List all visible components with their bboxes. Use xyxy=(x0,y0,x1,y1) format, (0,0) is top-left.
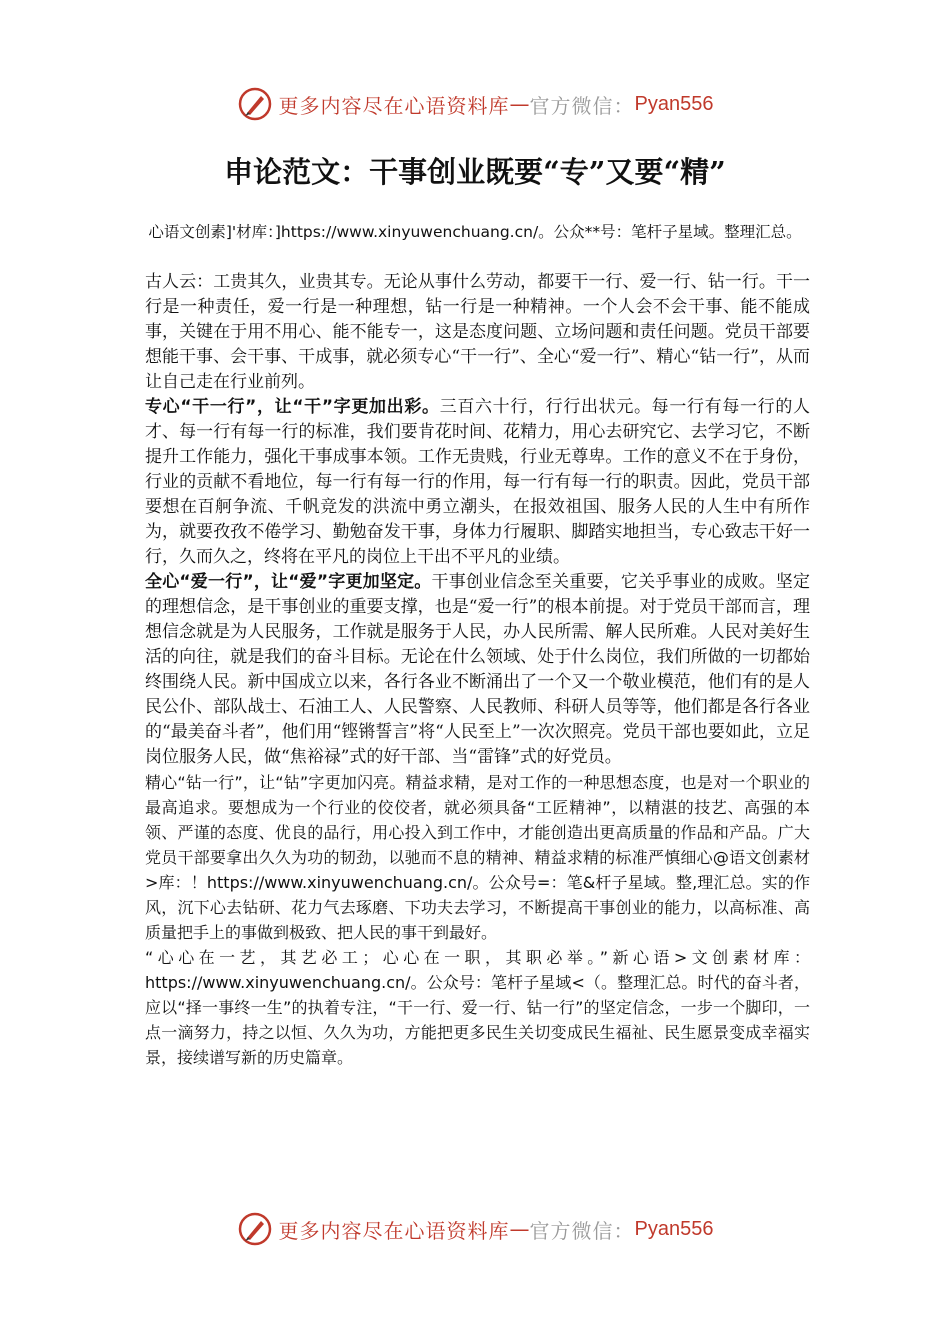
banner-dash: — xyxy=(509,92,530,116)
pen-logo-icon xyxy=(237,1211,273,1247)
banner-sub: 官方微信： xyxy=(529,93,635,118)
source-note: 心语文创素]'材库：]https://www.xinyuwenchuang.cn/。公众**号：笔杆子星域。整理汇总。 xyxy=(148,223,802,241)
paragraph-gan xyxy=(145,395,810,570)
banner-wechat-id: Pyan556 xyxy=(634,92,714,115)
footer-banner xyxy=(0,1207,950,1251)
article-body xyxy=(145,270,810,1070)
paragraph-conclusion: “心心在一艺，其艺必工；心心在一职，其职必举。”新心语>文创素材库：https://www.xinyuwenchuang.cn/。公众号：笔杆子星域<（。整理汇总。时代的奋斗者，应以“择一事终一生”的执着专注，“干一行、爱一行、钻一行”的坚定信念，一步一个脚印，一点一滴努力，持之以恒、久久为功，方能把更多民生关切变成民生福祉、民生愿景变成幸福实景，接续谱写新的历史篇章。 xyxy=(145,948,810,1067)
banner-text: 更多内容尽在心语资料库 xyxy=(278,1218,510,1243)
banner-dash: — xyxy=(509,1217,530,1241)
paragraph-ai xyxy=(145,570,810,770)
page-title: 申论范文：干事创业既要“专”又要“精” xyxy=(224,155,726,189)
paragraph-intro: 古人云：工贵其久，业贵其专。无论从事什么劳动，都要干一行、爱一行、钻一行。干一行是一种责任，爱一行是一种理想，钻一行是一种精神。一个人会不会干事、能不能成事，关键在于用不用心、能不能专一，这是态度问题、立场问题和责任问题。党员干部要想能干事、会干事、干成事，就必须专心“干一行”、全心“爱一行”、精心“钻一行”，从而让自己走在行业前列。 xyxy=(145,272,810,392)
pen-logo-icon xyxy=(237,86,273,122)
paragraph-gan-heading: 专心“干一行”，让“干”字更加出彩。 xyxy=(145,397,440,417)
paragraph-ai-heading: 全心“爱一行”，让“爱”字更加坚定。 xyxy=(145,572,432,592)
paragraph-gan-body: 三百六十行，行行出状元。每一行有每一行的人才、每一行有每一行的标准，我们要肯花时间、花精力，用心去研究它、去学习它，不断提升工作能力，强化干事成事本领。工作无贵贱，行业无尊卑。工作的意义不在于身份，行业的贡献不看地位，每一行有每一行的作用，每一行有每一行的职责。因此，党员干部要想在百舸争流、千帆竞发的洪流中勇立潮头，在报效祖国、服务人民的人生中有所作为，就要孜孜不倦学习、勤勉奋发干事，身体力行履职、脚踏实地担当，专心致志干好一行，久而久之，终将在平凡的岗位上干出不平凡的业绩。 xyxy=(145,397,811,567)
banner-sub: 官方微信： xyxy=(529,1218,635,1243)
paragraph-zuan: 精心“钻一行”，让“钻”字更加闪亮。精益求精，是对工作的一种思想态度，也是对一个职业的最高追求。要想成为一个行业的佼佼者，就必须具备“工匠精神”，以精湛的技艺、高强的本领、严谨的态度、优良的品行，用心投入到工作中，才能创造出更高质量的作品和产品。广大党员干部要拿出久久为功的韧劲，以驰而不息的精神、精益求精的标准严慎细心@语文创素材>库：！https://www.xinyuwenchuang.cn/。公众号=：笔&杆子星域。整,理汇总。实的作风，沉下心去钻研、花力气去琢磨、下功夫去学习，不断提高干事创业的能力，以高标准、高质量把手上的事做到极致、把人民的事干到最好。 xyxy=(145,773,810,942)
banner-wechat-id: Pyan556 xyxy=(634,1217,714,1240)
header-banner xyxy=(0,82,950,126)
paragraph-ai-body: 干事创业信念至关重要，它关乎事业的成败。坚定的理想信念，是干事创业的重要支撑，也是“爱一行”的根本前提。对于党员干部而言，理想信念就是为人民服务，工作就是服务于人民，办人民所需、解人民所难。人民对美好生活的向往，就是我们的奋斗目标。无论在什么领域、处于什么岗位，我们所做的一切都始终围绕人民。新中国成立以来，各行各业不断涌出了一个又一个敬业模范，他们有的是人民公仆、部队战士、石油工人、人民警察、人民教师、科研人员等等，他们都是各行各业的“最美奋斗者”，他们用“铿锵誓言”将“人民至上”一次次照亮。党员干部也要如此，立足岗位服务人民，做“焦裕禄”式的好干部、当“雷锋”式的好党员。 xyxy=(145,572,810,767)
banner-text: 更多内容尽在心语资料库 xyxy=(278,93,510,118)
